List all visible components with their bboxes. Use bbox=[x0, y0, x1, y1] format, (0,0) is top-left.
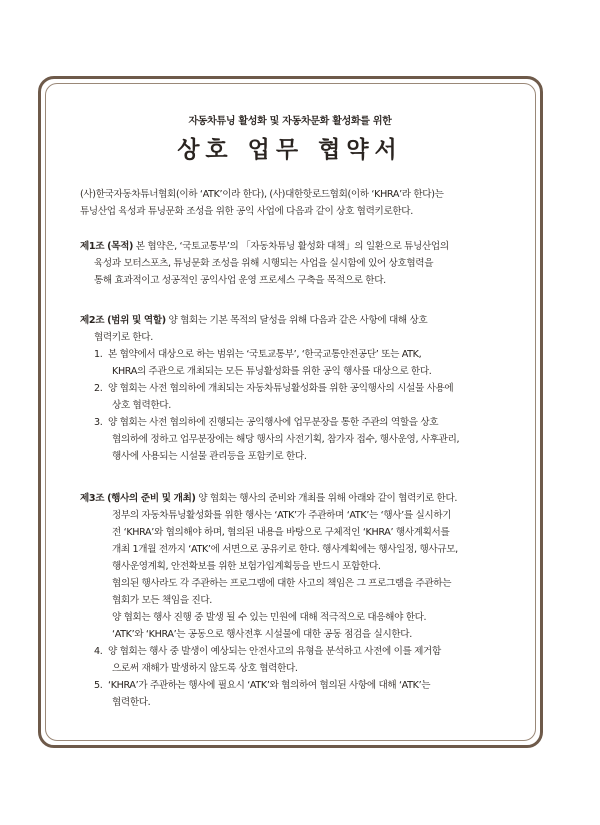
item-text: KHRA의 주관으로 개최되는 모든 튜닝활성화를 위한 공익 행사를 대상으로 한다. bbox=[112, 366, 432, 377]
article-3-body: 행사운영계획, 안전확보를 위한 보험가입계획등을 반드시 포함한다. bbox=[112, 561, 381, 572]
article-2-item-1 bbox=[80, 346, 520, 363]
article-3-item-5 bbox=[80, 677, 520, 694]
item-number: 3. bbox=[94, 417, 103, 428]
article-3-body: 협회가 모든 책임을 진다. bbox=[112, 595, 212, 606]
article-3-text: 양 협회는 행사의 준비와 개최를 위해 아래와 같이 협력키로 한다. bbox=[195, 493, 458, 504]
article-1 bbox=[80, 238, 520, 289]
article-3-body: 협의된 행사라도 각 주관하는 프로그램에 대한 사고의 책임은 그 프로그램을 주관하는 bbox=[112, 578, 452, 589]
document-title: 상호 업무 협약서 bbox=[177, 137, 403, 163]
item-text: 본 협약에서 대상으로 하는 범위는 ‘국토교통부’, ‘한국교통안전공단’ 또는 ATK, bbox=[108, 349, 422, 360]
article-3-heading: 제3조 (행사의 준비 및 개최) bbox=[80, 493, 196, 504]
item-text: 협력한다. bbox=[112, 697, 151, 708]
intro-line: 튜닝산업 육성과 튜닝문화 조성을 위한 공익 사업에 다음과 같이 상호 협력키로한다. bbox=[80, 206, 413, 217]
item-number: 4. bbox=[94, 646, 103, 657]
article-1-heading: 제1조 (목적) bbox=[80, 241, 134, 252]
article-3-body: 양 협회는 행사 진행 중 발생 될 수 있는 민원에 대해 적극적으로 대응해야 한다. bbox=[112, 612, 427, 623]
intro-paragraph bbox=[80, 186, 520, 220]
item-text: 으로써 재해가 발생하지 않도록 상호 협력한다. bbox=[112, 663, 298, 674]
article-3-body: 전 ‘KHRA’와 협의해야 하며, 협의된 내용을 바탕으로 구체적인 ‘KHRA’ 행사계획서를 bbox=[112, 527, 450, 538]
item-number: 2. bbox=[94, 383, 103, 394]
article-2 bbox=[80, 312, 520, 465]
item-number: 1. bbox=[94, 349, 103, 360]
item-text: 행사에 사용되는 시설물 관리등을 포함키로 한다. bbox=[112, 451, 307, 462]
article-3 bbox=[80, 490, 520, 711]
document-subtitle: 자동차튜닝 활성화 및 자동차문화 활성화를 위한 bbox=[188, 116, 392, 127]
article-3-body: 정부의 자동차튜닝활성화를 위한 행사는 ‘ATK’가 주관하며 ‘ATK’는 ‘행사’를 실시하기 bbox=[112, 510, 452, 521]
article-2-item-3 bbox=[80, 414, 520, 431]
article-3-item-4 bbox=[80, 643, 520, 660]
article-1-text: 통해 효과적이고 성공적인 공익사업 운영 프로세스 구축을 목적으로 한다. bbox=[94, 275, 386, 286]
item-text: 상호 협력한다. bbox=[112, 400, 171, 411]
item-text: 협의하에 정하고 업무분장에는 해당 행사의 사전기획, 참가자 접수, 행사운영, 사후관리, bbox=[112, 434, 460, 445]
article-2-text: 협력키로 한다. bbox=[94, 332, 153, 343]
item-text: 양 협회는 사전 협의하에 개최되는 자동차튜닝활성화를 위한 공익행사의 시설물 사용에 bbox=[108, 383, 454, 394]
item-text: 양 협회는 사전 협의하에 진행되는 공익행사에 업무분장을 통한 주관의 역할을 상호 bbox=[108, 417, 439, 428]
item-number: 5. bbox=[94, 680, 103, 691]
article-2-item-2 bbox=[80, 380, 520, 397]
item-text: 양 협회는 행사 중 발생이 예상되는 안전사고의 유형을 분석하고 사전에 이를 제거함 bbox=[108, 646, 441, 657]
article-3-body: 개최 1개월 전까지 ‘ATK’에 서면으로 공유키로 한다. 행사계획에는 행사일정, 행사규모, bbox=[112, 544, 458, 555]
article-3-body: ‘ATK’와 ‘KHRA’는 공동으로 행사전후 시설물에 대한 공동 점검을 실시한다. bbox=[112, 629, 412, 640]
article-1-text: 육성과 모터스포츠, 튜닝문화 조성을 위해 시행되는 사업을 실시함에 있어 상호협력을 bbox=[94, 258, 434, 269]
item-text: ‘KHRA’가 주관하는 행사에 필요시 ‘ATK’와 협의하여 협의된 사항에 대해 ‘ATK’는 bbox=[108, 680, 431, 691]
intro-line: (사)한국자동차튜너협회(이하 ‘ATK’이라 한다), (사)대한핫로드협회(이하 ‘KHRA’라 한다)는 bbox=[80, 189, 444, 200]
article-1-text: 본 협약은, ‘국토교통부’의 「자동차튜닝 활성화 대책」의 일환으로 튜닝산업의 bbox=[133, 241, 449, 252]
article-2-heading: 제2조 (범위 및 역할) bbox=[80, 315, 166, 326]
article-2-text: 양 협회는 기본 목적의 달성을 위해 다음과 같은 사항에 대해 상호 bbox=[165, 315, 428, 326]
